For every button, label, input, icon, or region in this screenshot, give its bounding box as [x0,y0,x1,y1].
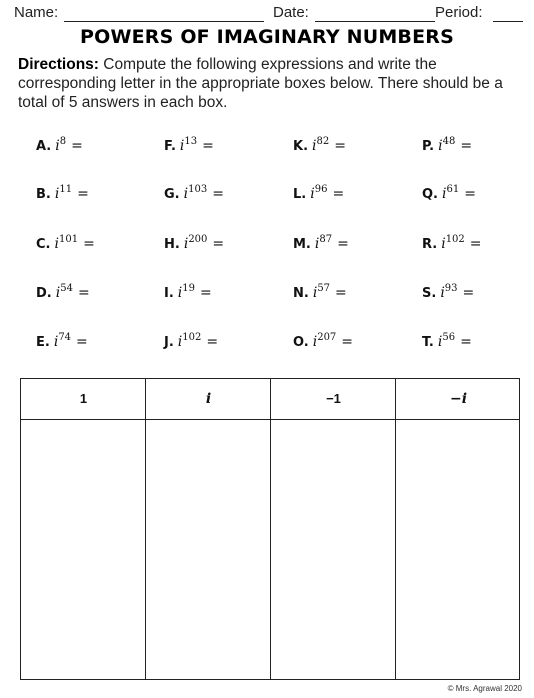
problem-n: N. $i^{57}$ = [293,283,347,301]
answer-table [20,378,520,680]
period-field[interactable] [493,21,523,22]
name-label: Name: [14,4,59,21]
answer-box-i[interactable] [146,419,270,679]
problem-l: L. $i^{96}$ = [293,184,345,202]
date-label: Date: [273,4,309,21]
problem-j: J. $i^{102}$ = [164,332,219,350]
copyright-notice: © Mrs. Agrawal 2020 [447,684,522,693]
answer-box-one[interactable] [21,419,145,679]
problem-g: G. $i^{103}$ = [164,184,224,202]
problem-h: H. $i^{200}$ = [164,234,225,252]
answer-box-negative-i[interactable] [396,419,518,679]
directions-label: Directions: [18,56,99,73]
problem-k: K. $i^{82}$ = [293,136,346,154]
problem-s: S. $i^{93}$ = [422,283,475,301]
problem-t: T. $i^{56}$ = [422,332,472,350]
answer-box-negative-one[interactable] [271,419,395,679]
directions [18,55,518,112]
problem-c: C. $i^{101}$ = [36,234,95,252]
problem-p: P. $i^{48}$ = [422,136,473,154]
header-negative-one: −1 [326,391,341,406]
problem-b: B. $i^{11}$ = [36,184,89,202]
problem-a: A. $i^8$ = [36,136,83,154]
problem-q: Q. $i^{61}$ = [422,184,476,202]
date-field[interactable] [315,21,435,22]
header-i: i [205,391,212,407]
header-negative-i: −i [449,391,468,407]
period-label: Period: [435,4,483,21]
problem-m: M. $i^{87}$ = [293,234,349,252]
problems-grid [0,132,534,362]
problem-o: O. $i^{207}$ = [293,332,354,350]
worksheet-title: POWERS OF IMAGINARY NUMBERS [79,26,455,48]
student-info-line [14,4,524,24]
header-one: 1 [79,391,88,406]
problem-d: D. $i^{54}$ = [36,283,90,301]
problem-r: R. $i^{102}$ = [422,234,482,252]
problem-f: F. $i^{13}$ = [164,136,214,154]
name-field[interactable] [64,21,264,22]
problem-i: I. $i^{19}$ = [164,283,212,301]
problem-e: E. $i^{74}$ = [36,332,88,350]
directions-text: Compute the following expressions and write the corresponding letter in the appropriate boxes below. There should be a total of 5 answers in each box. [18,56,503,111]
